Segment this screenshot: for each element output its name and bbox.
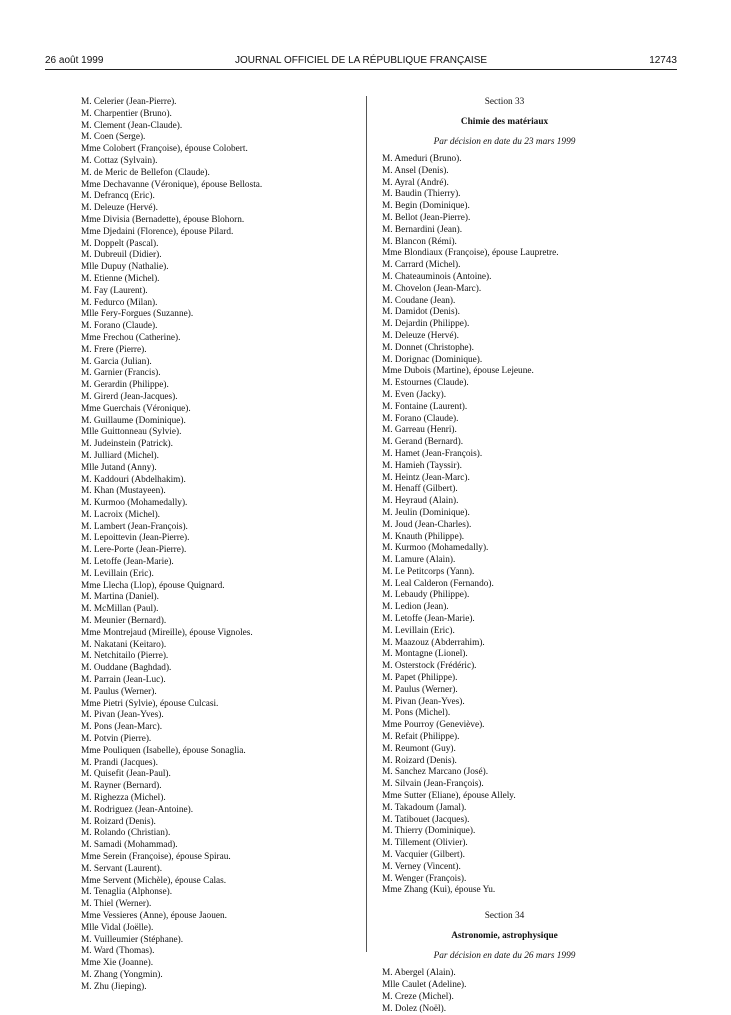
list-item: M. Lepoittevin (Jean-Pierre).	[81, 533, 190, 544]
list-item: M. Vuilleumier (Stéphane).	[81, 934, 184, 945]
list-item: M. Damidot (Denis).	[382, 307, 460, 318]
list-item: M. Letoffe (Jean-Marie).	[382, 614, 475, 625]
list-item: M. Nakatani (Keitaro).	[81, 639, 167, 650]
list-item: Mlle Caulet (Adeline).	[382, 980, 467, 990]
list-item: M. Ledion (Jean).	[382, 602, 449, 613]
list-item: Mlle Guittonneau (Sylvie).	[81, 427, 182, 438]
list-item: M. Bellot (Jean-Pierre).	[382, 212, 471, 223]
list-item: Mme Pouliquen (Isabelle), épouse Sonaglia.	[81, 745, 246, 756]
list-item: Mme Dechavanne (Véronique), épouse Bellosta.	[81, 179, 263, 190]
list-item: M. Donnet (Christophe).	[382, 342, 474, 353]
list-item: M. Osterstock (Frédéric).	[382, 661, 477, 672]
list-item: Mme Serein (Françoise), épouse Spirau.	[81, 852, 231, 862]
list-item: M. Tenaglia (Alphonse).	[81, 887, 173, 898]
list-item: Mme Guerchais (Véronique).	[81, 403, 191, 414]
list-item: M. Even (Jacky).	[382, 389, 447, 400]
list-item: M. Pons (Michel).	[382, 708, 451, 719]
list-item: M. Garnier (Francis).	[81, 368, 161, 379]
section-34-decision: Par décision en date du 26 mars 1999	[433, 951, 576, 962]
list-item: M. Coudane (Jean).	[382, 295, 456, 306]
list-item: M. Dolez (Noël).	[382, 1003, 447, 1014]
list-item: M. Estournes (Claude).	[382, 378, 469, 389]
section-33-title: Chimie des matériaux	[460, 117, 549, 127]
list-item: Mlle Jutand (Anny).	[81, 462, 157, 473]
list-item: M. McMillan (Paul).	[81, 604, 159, 615]
list-item: M. Montagne (Lionel).	[382, 649, 468, 660]
list-item: M. Fay (Laurent).	[81, 285, 148, 296]
list-item: M. Pons (Jean-Marc).	[81, 722, 163, 733]
list-item: M. Lacroix (Michel).	[81, 509, 160, 520]
list-item: M. Ansel (Denis).	[382, 165, 449, 176]
list-item: M. Ouddane (Baghdad).	[81, 663, 172, 674]
list-item: Mme Divisia (Bernadette), épouse Blohorn.	[81, 214, 245, 225]
list-item: M. Martina (Daniel).	[81, 592, 159, 603]
list-item: M. Guillaume (Dominique).	[81, 415, 186, 426]
list-item: M. Righezza (Michel).	[81, 793, 166, 804]
list-item: M. Refait (Philippe).	[382, 732, 460, 743]
list-item: M. Potvin (Pierre).	[81, 734, 152, 745]
list-item: M. Prandi (Jacques).	[81, 757, 158, 768]
list-item: Mlle Vidal (Joëlle).	[81, 922, 154, 933]
list-item: M. Khan (Mustayeen).	[81, 486, 166, 497]
list-item: Mlle Fery-Forgues (Suzanne).	[81, 309, 194, 320]
list-item: M. Joud (Jean-Charles).	[382, 519, 472, 530]
header-rule	[45, 69, 677, 70]
list-item: Mlle Dupuy (Nathalie).	[81, 262, 169, 273]
list-item: M. Levillain (Eric).	[81, 568, 154, 579]
list-item: M. Thierry (Dominique).	[382, 826, 476, 837]
list-item: M. Kaddouri (Abdelhakim).	[81, 474, 186, 485]
list-item: M. de Meric de Bellefon (Claude).	[81, 167, 210, 178]
list-item: Mme Dubois (Martine), épouse Lejeune.	[382, 366, 534, 377]
list-item: M. Servant (Laurent).	[81, 863, 163, 874]
list-item: M. Verney (Vincent).	[382, 861, 461, 872]
list-item: M. Le Petitcorps (Yann).	[382, 566, 475, 577]
list-item: M. Lamure (Alain).	[382, 555, 456, 566]
header-title: JOURNAL OFFICIEL DE LA RÉPUBLIQUE FRANÇAISE	[234, 55, 488, 66]
list-item: M. Rolando (Christian).	[81, 828, 171, 839]
list-item: M. Rayner (Bernard).	[81, 781, 162, 792]
list-item: M. Girerd (Jean-Jacques).	[81, 391, 178, 402]
list-item: M. Garcia (Julian).	[81, 356, 152, 367]
list-item: M. Begin (Dominique).	[382, 201, 470, 212]
list-item: M. Clement (Jean-Claude).	[81, 120, 183, 131]
list-item: M. Chovelon (Jean-Marc).	[382, 283, 482, 294]
list-item: Mme Pourroy (Geneviève).	[382, 720, 485, 731]
list-item: M. Charpentier (Bruno).	[81, 108, 172, 119]
list-item: Mme Llecha (Llop), épouse Quignard.	[81, 580, 225, 591]
list-item: M. Maazouz (Abderrahim).	[382, 637, 485, 648]
column-divider	[366, 96, 367, 952]
list-item: M. Letoffe (Jean-Marie).	[81, 557, 174, 568]
list-item: M. Abergel (Alain).	[382, 968, 456, 979]
list-item: M. Ayral (André).	[382, 177, 449, 188]
section-33-decision: Par décision en date du 23 mars 1999	[433, 137, 576, 147]
list-item: M. Paulus (Werner).	[81, 686, 157, 697]
list-item: M. Forano (Claude).	[382, 413, 459, 424]
list-item: M. Doppelt (Pascal).	[81, 238, 159, 249]
list-item: Mme Xie (Joanne).	[81, 958, 154, 969]
list-item: M. Gerand (Bernard).	[382, 437, 464, 448]
list-item: M. Tillement (Olivier).	[382, 838, 468, 849]
list-item: Mme Colobert (Françoise), épouse Colobert.	[81, 144, 248, 155]
list-item: M. Netchitailo (Pierre).	[81, 651, 169, 662]
list-item: M. Kurmoo (Mohamedally).	[81, 498, 188, 509]
list-item: M. Baudin (Thierry).	[382, 189, 461, 200]
section-33-heading: Section 33	[484, 97, 525, 107]
list-item: M. Jeulin (Dominique).	[382, 507, 470, 518]
list-item: M. Roizard (Denis).	[382, 755, 457, 766]
list-item: M. Leal Calderon (Fernando).	[382, 578, 494, 589]
header-page-number: 12743	[649, 55, 677, 66]
list-item: M. Ameduri (Bruno).	[382, 154, 462, 164]
list-item: M. Defrancq (Eric).	[81, 191, 155, 202]
list-item: M. Heyraud (Alain).	[382, 496, 459, 507]
list-item: M. Hamet (Jean-François).	[382, 448, 483, 459]
list-item: M. Julliard (Michel).	[81, 450, 159, 461]
list-item: Mme Vessieres (Anne), épouse Jaouen.	[81, 910, 227, 921]
list-item: M. Dorignac (Dominique).	[382, 354, 483, 365]
list-item: Mme Blondiaux (Françoise), épouse Laupretre.	[382, 248, 559, 259]
left-column	[81, 97, 361, 994]
list-item: M. Takadoum (Jamal).	[382, 802, 467, 813]
list-item: M. Coen (Serge).	[81, 132, 146, 143]
list-item: M. Gerardin (Philippe).	[81, 380, 169, 391]
list-item: M. Blancon (Rémi).	[382, 236, 457, 247]
list-item: M. Rodriguez (Jean-Antoine).	[81, 804, 194, 815]
list-item: M. Paulus (Werner).	[382, 684, 458, 695]
list-item: M. Kurmoo (Mohamedally).	[382, 543, 489, 554]
list-item: M. Reumont (Guy).	[382, 743, 456, 754]
list-item: M. Heintz (Jean-Marc).	[382, 472, 470, 483]
list-item: M. Zhu (Jieping).	[81, 981, 147, 992]
list-item: M. Roizard (Denis).	[81, 816, 156, 827]
list-item: Mme Zhang (Kui), épouse Yu.	[382, 885, 496, 896]
list-item: M. Forano (Claude).	[81, 321, 158, 332]
list-item: M. Samadi (Mohammad).	[81, 840, 178, 851]
list-item: M. Chateauminois (Antoine).	[382, 271, 492, 282]
header-date: 26 août 1999	[45, 55, 104, 66]
section-34-title: Astronomie, astrophysique	[451, 931, 558, 942]
list-item: M. Cottaz (Sylvain).	[81, 155, 158, 166]
list-item: M. Ward (Thomas).	[81, 946, 155, 957]
list-item: Mme Frechou (Catherine).	[81, 332, 181, 343]
list-item: M. Thiel (Werner).	[81, 899, 152, 910]
list-item: M. Papet (Philippe).	[382, 673, 458, 684]
list-item: M. Lambert (Jean-François).	[81, 521, 188, 532]
list-item: M. Bernardini (Jean).	[382, 224, 463, 235]
right-column	[382, 97, 682, 1015]
list-item: M. Fontaine (Laurent).	[382, 401, 468, 412]
list-item: M. Deleuze (Hervé).	[81, 203, 158, 214]
list-item: M. Vacquier (Gilbert).	[382, 850, 465, 861]
list-item: M. Dejardin (Philippe).	[382, 319, 470, 330]
list-item: Mme Pietri (Sylvie), épouse Culcasi.	[81, 698, 219, 709]
list-item: M. Dubreuil (Didier).	[81, 250, 162, 261]
list-item: M. Tatibouet (Jacques).	[382, 814, 470, 825]
list-item: M. Celerier (Jean-Pierre).	[81, 97, 177, 107]
list-item: M. Pivan (Jean-Yves).	[81, 710, 164, 721]
list-item: Mme Djedaini (Florence), épouse Pilard.	[81, 226, 234, 237]
list-item: Mme Sutter (Eliane), épouse Allely.	[382, 791, 516, 802]
list-item: M. Wenger (François).	[382, 873, 467, 884]
list-item: M. Sanchez Marcano (José).	[382, 767, 489, 778]
list-item: M. Levillain (Eric).	[382, 625, 455, 636]
section-34-heading: Section 34	[484, 911, 525, 922]
list-item: M. Judeinstein (Patrick).	[81, 439, 173, 450]
list-item: M. Quisefit (Jean-Paul).	[81, 769, 171, 780]
page-header	[45, 55, 677, 69]
list-item: M. Etienne (Michel).	[81, 273, 160, 284]
list-item: M. Garreau (Henri).	[382, 425, 457, 436]
list-item: M. Parrain (Jean-Luc).	[81, 675, 166, 686]
list-item: M. Lebaudy (Philippe).	[382, 590, 470, 601]
list-item: M. Frere (Pierre).	[81, 344, 147, 355]
list-item: M. Lere-Porte (Jean-Pierre).	[81, 545, 187, 556]
section-34-list	[382, 968, 682, 1015]
list-item: Mme Servent (Michèle), épouse Calas.	[81, 875, 227, 886]
list-item: M. Pivan (Jean-Yves).	[382, 696, 465, 707]
list-item: M. Silvain (Jean-François).	[382, 779, 484, 790]
list-item: M. Hamieh (Tayssir).	[382, 460, 462, 471]
list-item: M. Meunier (Bernard).	[81, 616, 167, 627]
list-item: M. Henaff (Gilbert).	[382, 484, 458, 495]
list-item: M. Carrard (Michel).	[382, 260, 461, 271]
list-item: M. Fedurco (Milan).	[81, 297, 158, 308]
list-item: M. Zhang (Yongmin).	[81, 969, 163, 980]
section-33-list	[382, 154, 682, 897]
list-item: M. Creze (Michel).	[382, 991, 454, 1002]
list-item: M. Knauth (Philippe).	[382, 531, 465, 542]
section-spacer	[382, 897, 682, 911]
list-item: M. Deleuze (Hervé).	[382, 330, 459, 341]
list-item: Mme Montrejaud (Mireille), épouse Vignoles.	[81, 627, 253, 638]
